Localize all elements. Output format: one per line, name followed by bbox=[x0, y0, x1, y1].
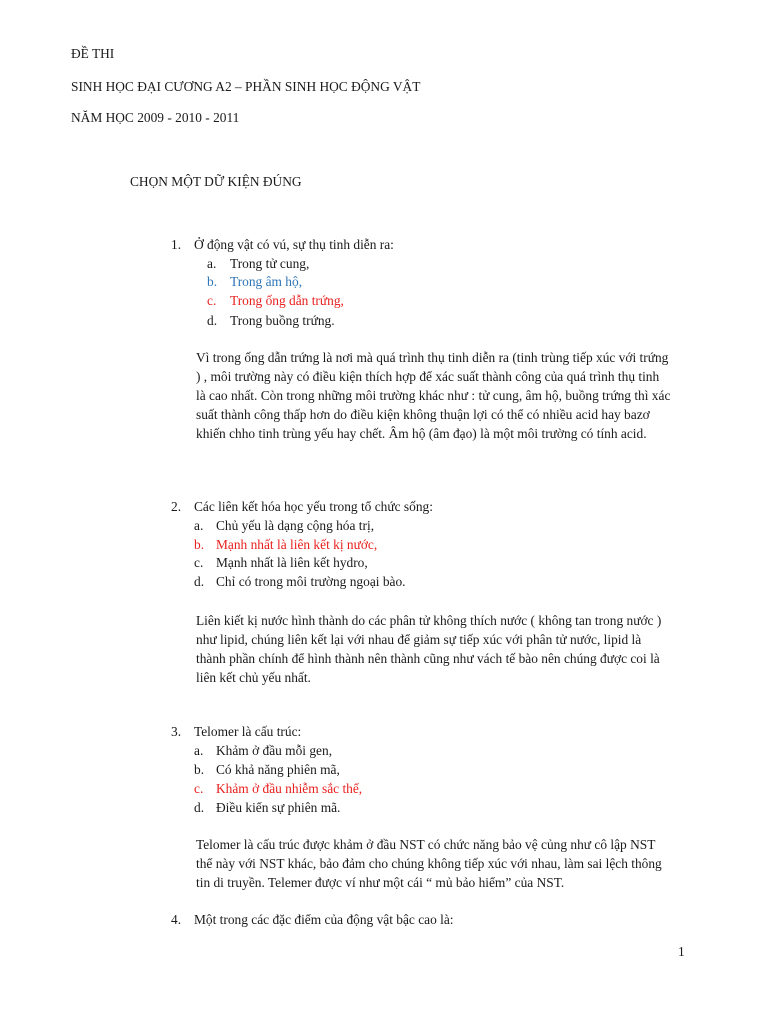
option-letter: b. bbox=[194, 762, 205, 777]
page-number: 1 bbox=[678, 944, 685, 959]
option-text: Khảm ở đầu nhiễm sắc thể, bbox=[216, 781, 363, 796]
option-letter: c. bbox=[207, 293, 217, 308]
question-text: Telomer là cấu trúc: bbox=[194, 724, 302, 739]
explanation-line: ) , môi trường này có điều kiện thích hợp để xác suất thành công của quá trình thụ tinh bbox=[196, 369, 660, 384]
option-text: Trong ống dẫn trứng, bbox=[230, 293, 344, 308]
option-text: Trong tử cung, bbox=[230, 256, 310, 271]
question-text: Một trong các đặc điểm của động vật bậc cao là: bbox=[194, 912, 454, 927]
explanation bbox=[196, 835, 696, 892]
explanation-line: thành phần chính để hình thành nên thành cũng như vách tế bào nên chúng được coi là bbox=[196, 651, 660, 666]
explanation-line: như lipid, chúng liên kết lại với nhau để giảm sự tiếp xúc với phân tử nước, lipid là bbox=[196, 632, 642, 647]
option-text: Mạnh nhất là liên kết hydro, bbox=[216, 555, 368, 570]
option-text: Chủ yếu là dạng cộng hóa trị, bbox=[216, 518, 375, 533]
option-text: Khảm ở đầu mỗi gen, bbox=[216, 743, 333, 758]
option-letter: a. bbox=[207, 256, 217, 271]
question-text: Ở động vật có vú, sự thụ tinh diễn ra: bbox=[194, 237, 394, 252]
option-letter: d. bbox=[207, 313, 218, 328]
instruction: CHỌN MỘT DỮ KIỆN ĐÚNG bbox=[130, 174, 302, 189]
question-text: Các liên kết hóa học yếu trong tổ chức sống: bbox=[194, 499, 433, 514]
option-text: Trong buồng trứng. bbox=[230, 313, 335, 328]
explanation-line: suất thành công thấp hơn do điều kiện không thuận lợi có thể có nhiều acid hay bazơ bbox=[196, 407, 650, 422]
option-text: Chỉ có trong môi trường ngoại bào. bbox=[216, 574, 406, 589]
option-letter: d. bbox=[194, 800, 205, 815]
option-text: Mạnh nhất là liên kết kị nước, bbox=[216, 537, 378, 552]
explanation-line: thể này với NST khác, bảo đảm cho chúng không tiếp xúc với nhau, làm sai lệch thông bbox=[196, 856, 662, 871]
question-number: 4. bbox=[171, 912, 182, 927]
explanation-line: Liên kiết kị nước hình thành do các phân tử không thích nước ( không tan trong nước ) bbox=[196, 613, 662, 628]
school-year: NĂM HỌC 2009 - 2010 - 2011 bbox=[71, 110, 240, 125]
question-number: 2. bbox=[171, 499, 182, 514]
explanation-line: Vì trong ống dẫn trứng là nơi mà quá trình thụ tinh diễn ra (tinh trùng tiếp xúc với trứng bbox=[196, 350, 669, 365]
explanation-line: liên kết chủ yếu nhất. bbox=[196, 670, 311, 685]
explanation-line: Telomer là cấu trúc được khảm ở đầu NST có chức năng bảo vệ củng như cô lập NST bbox=[196, 837, 656, 852]
course-title: SINH HỌC ĐẠI CƯƠNG A2 – PHẦN SINH HỌC ĐỘNG VẬT bbox=[71, 79, 421, 94]
option-letter: b. bbox=[194, 537, 205, 552]
explanation-line: tin di truyền. Telemer được ví như một cái “ mủ bảo hiểm” của NST. bbox=[196, 875, 565, 890]
option-letter: b. bbox=[207, 274, 218, 289]
option-letter: c. bbox=[194, 781, 204, 796]
option-text: Có khả năng phiên mã, bbox=[216, 762, 340, 777]
explanation bbox=[196, 611, 696, 687]
question-number: 3. bbox=[171, 724, 182, 739]
option-letter: d. bbox=[194, 574, 205, 589]
explanation-line: là cao nhất. Còn trong những môi trường khác như : tử cung, âm hộ, buồng trứng thì xác bbox=[196, 388, 671, 403]
question-number: 1. bbox=[171, 237, 182, 252]
explanation-line: khiến chho tinh trùng yếu hay chết. Âm hộ (âm đạo) là một môi trường có tính acid. bbox=[196, 426, 647, 441]
option-text: Trong âm hộ, bbox=[230, 274, 303, 289]
option-letter: c. bbox=[194, 555, 204, 570]
explanation bbox=[196, 348, 696, 443]
option-letter: a. bbox=[194, 743, 204, 758]
option-letter: a. bbox=[194, 518, 204, 533]
option-text: Điều kiển sự phiên mã. bbox=[216, 800, 341, 815]
exam-title: ĐỀ THI bbox=[71, 46, 115, 61]
